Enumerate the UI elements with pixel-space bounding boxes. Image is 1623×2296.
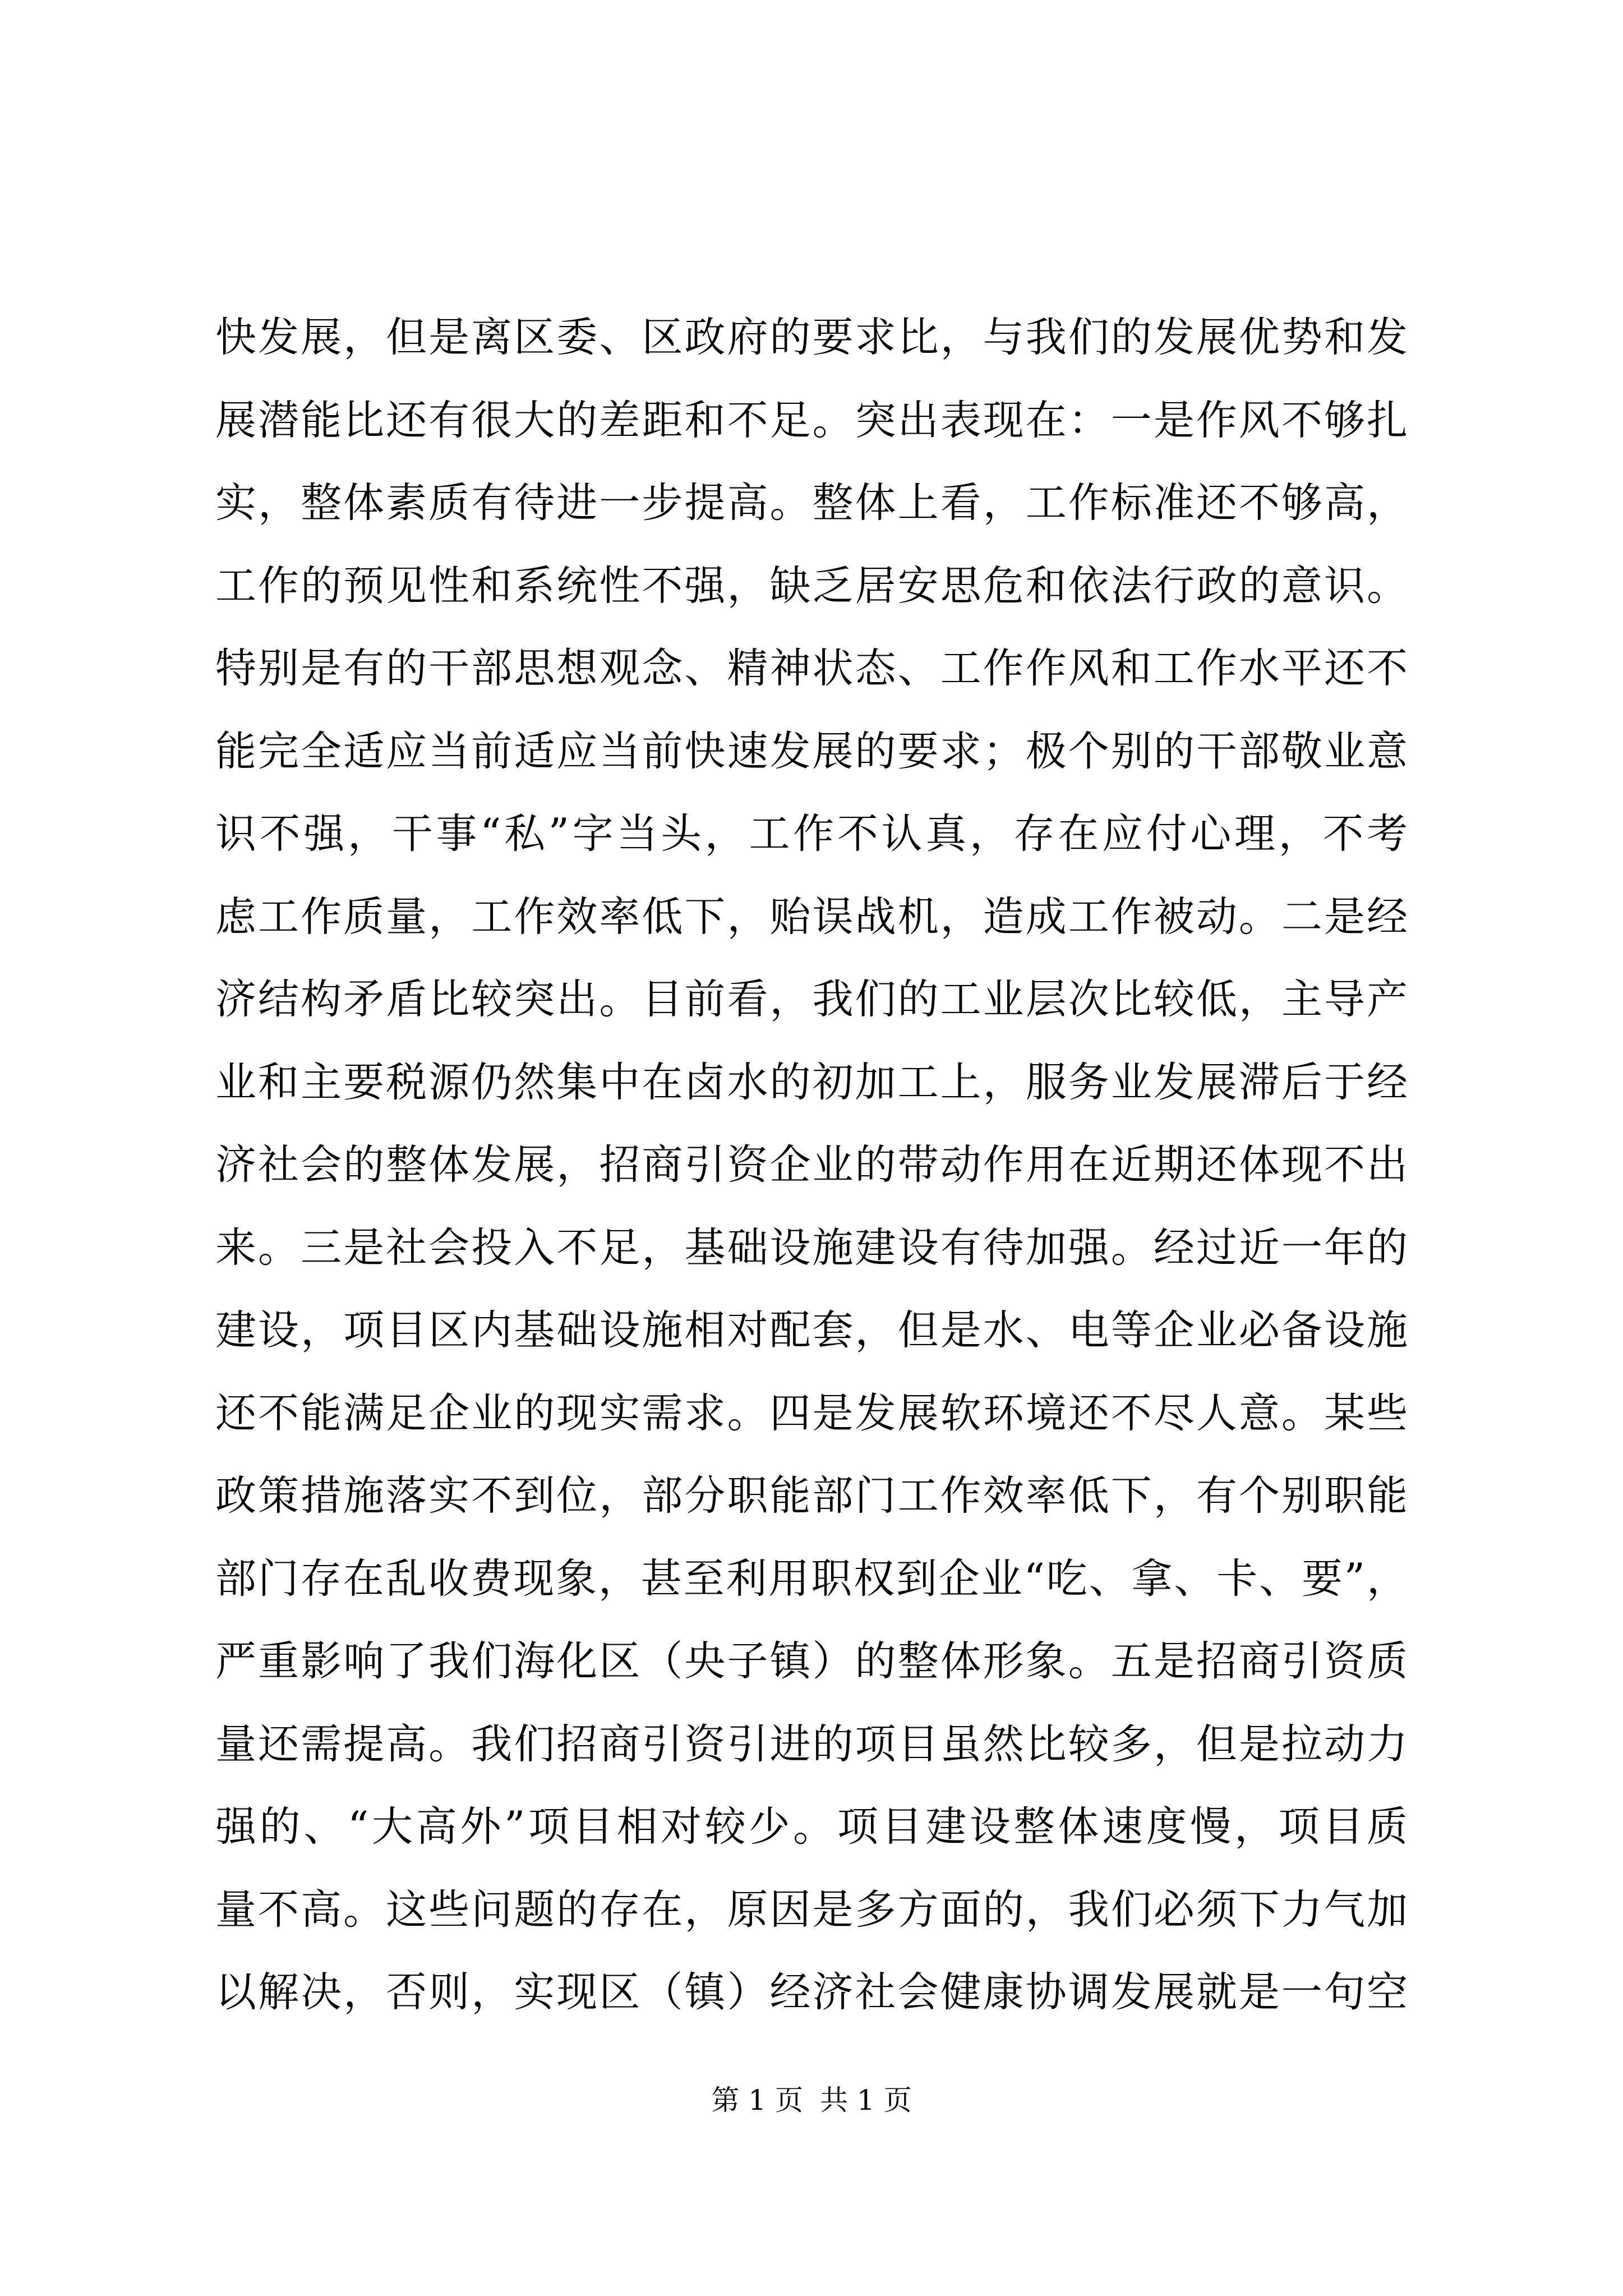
text-line: 以解决，否则，实现区（镇）经济社会健康协调发展就是一句空 <box>215 1968 1408 2016</box>
text-line: 建设，项目区内基础设施相对配套，但是水、电等企业必备设施 <box>215 1306 1408 1354</box>
text-line: 展潜能比还有很大的差距和不足。突出表现在：一是作风不够扎 <box>215 396 1408 444</box>
page-footer <box>0 2080 1623 2120</box>
text-line: 量还需提高。我们招商引资引进的项目虽然比较多，但是拉动力 <box>215 1720 1408 1768</box>
page-number-label: 第 1 页 <box>711 2084 803 2116</box>
text-line: 严重影响了我们海化区（央子镇）的整体形象。五是招商引资质 <box>215 1637 1408 1685</box>
text-line: 虑工作质量，工作效率低下，贻误战机，造成工作被动。二是经 <box>215 892 1408 941</box>
text-line: 特别是有的干部思想观念、精神状态、工作作风和工作水平还不 <box>215 645 1408 692</box>
text-line: 业和主要税源仍然集中在卤水的初加工上，服务业发展滞后于经 <box>215 1058 1408 1106</box>
text-line: 强的、“大高外”项目相对较少。项目建设整体速度慢，项目质 <box>215 1803 1408 1851</box>
text-line: 济结构矛盾比较突出。目前看，我们的工业层次比较低，主导产 <box>215 976 1408 1023</box>
text-line: 量不高。这些问题的存在，原因是多方面的，我们必须下力气加 <box>215 1885 1408 1934</box>
text-line: 还不能满足企业的现实需求。四是发展软环境还不尽人意。某些 <box>215 1389 1408 1437</box>
text-line: 政策措施落实不到位，部分职能部门工作效率低下，有个别职能 <box>215 1472 1408 1520</box>
text-line: 能完全适应当前适应当前快速发展的要求；极个别的干部敬业意 <box>215 727 1408 775</box>
text-line: 实，整体素质有待进一步提高。整体上看，工作标准还不够高， <box>215 479 1408 527</box>
text-line: 部门存在乱收费现象，甚至利用职权到企业“吃、拿、卡、要”， <box>215 1554 1408 1603</box>
total-pages-label: 共 1 页 <box>820 2084 912 2116</box>
text-line: 济社会的整体发展，招商引资企业的带动作用在近期还体现不出 <box>215 1141 1408 1189</box>
body-paragraph <box>215 296 1408 2034</box>
text-line: 来。三是社会投入不足，基础设施建设有待加强。经过近一年的 <box>215 1223 1408 1272</box>
text-line: 识不强，干事“私”字当头，工作不认真，存在应付心理，不考 <box>215 810 1408 858</box>
text-line: 快发展，但是离区委、区政府的要求比，与我们的发展优势和发 <box>215 314 1408 361</box>
text-line: 工作的预见性和系统性不强，缺乏居安思危和依法行政的意识。 <box>215 562 1408 610</box>
